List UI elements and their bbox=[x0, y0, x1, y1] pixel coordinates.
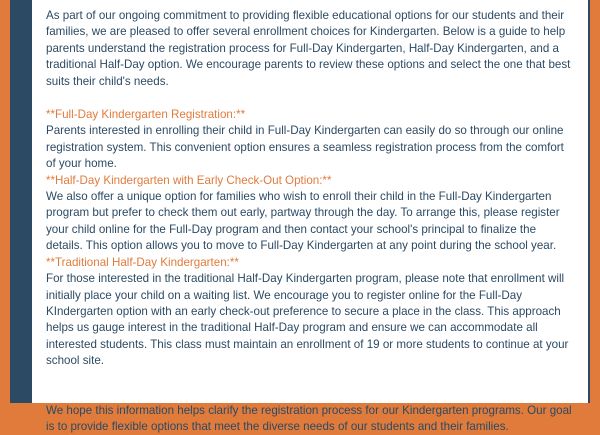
closing-paragraph: We hope this information helps clarify the registration process for our Kindergarten programs. Our goal is to provide flexible options that meet the diverse needs of our students and their families. bbox=[46, 403, 572, 433]
section-heading-half-day-early: **Half-Day Kindergarten with Early Check-Out Option:** bbox=[46, 173, 332, 187]
document-content bbox=[46, 8, 574, 435]
section-body-half-day-early: We also offer a unique option for families who wish to enroll their child in the Full-Day Kindergarten program but prefer to check them out early, partway through the day. To arrange this, please register your child online for the Full-Day program and then contact your school's principal to finalize the details. This option allows you to move to Full-Day Kindergarten at any point during the school year. bbox=[46, 190, 560, 253]
section-body-traditional-half-day: For those interested in the traditional Half-Day Kindergarten program, please note that enrollment will initially place your child on a waiting list. We encourage you to register online for the Full-Day KIndergarten option with an early check-out preference to secure a place in the class. This approach helps us gauge interest in the traditional Half-Day program and ensure we can accommodate all interested students. This class must maintain an enrollment of 19 or more students to continue at your school site. bbox=[46, 272, 569, 368]
intro-paragraph: As part of our ongoing commitment to providing flexible educational options for our students and their families, we are pleased to offer several enrollment choices for Kindergarten. Below is a guide to help parents understand the registration process for Full-Day Kindergarten, Half-Day Kindergarten, and a traditional Half-Day option. We encourage parents to review these options and select the one that best suits their child's needs. bbox=[46, 9, 571, 88]
section-heading-full-day: **Full-Day Kindergarten Registration:** bbox=[46, 108, 246, 122]
spacer bbox=[46, 370, 574, 403]
document-page bbox=[32, 0, 588, 433]
section-body-full-day: Parents interested in enrolling their child in Full-Day Kindergarten can easily do so through our online registration system. This convenient option ensures a seamless registration process from the comfort of your home. bbox=[46, 124, 564, 171]
section-heading-traditional-half-day: **Traditional Half-Day Kindergarten:** bbox=[46, 255, 239, 269]
